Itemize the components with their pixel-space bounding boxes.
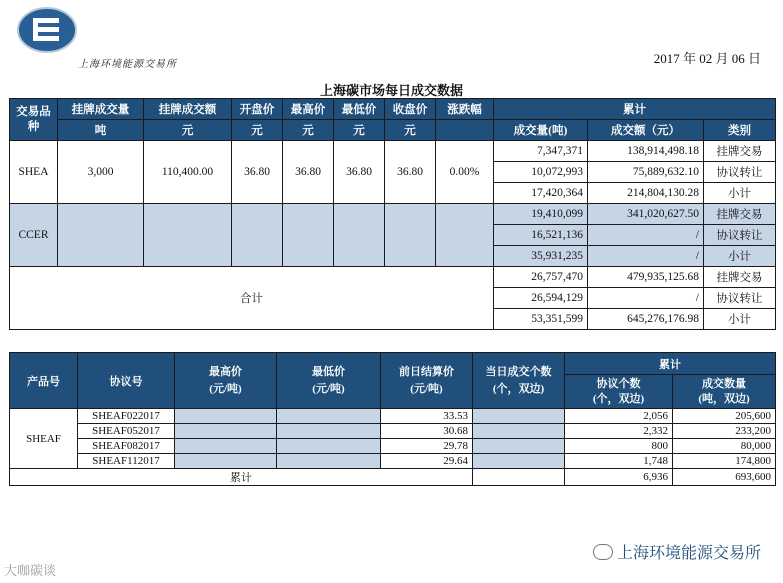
shea-listed-volume: 3,000 xyxy=(58,141,144,204)
unit-low: 元 xyxy=(334,120,385,141)
header-deals-unit: (个，双边) xyxy=(492,382,545,395)
page-title: 上海碳市场每日成交数据 xyxy=(319,83,463,98)
header-change: 涨跌幅 xyxy=(436,99,494,120)
cum-amount: 214,804,130.28 xyxy=(588,183,704,204)
exchange-logo xyxy=(16,6,78,56)
header-deals xyxy=(473,353,565,409)
header-high-unit: (元/吨) xyxy=(209,382,242,395)
total-label: 累计 xyxy=(10,469,473,486)
cum-type: 协议转让 xyxy=(704,288,776,309)
cum-volume: 35,931,235 xyxy=(494,246,588,267)
cum-volume: 10,072,993 xyxy=(494,162,588,183)
cum-type: 协议转让 xyxy=(704,225,776,246)
header-cum-qty-label: 成交数量 xyxy=(702,377,746,390)
logo-text: 上海环境能源交易所 xyxy=(78,59,177,70)
shea-high: 36.80 xyxy=(283,141,334,204)
cum-count: 1,748 xyxy=(565,454,673,469)
cum-qty: 80,000 xyxy=(673,439,776,454)
report-date: 2017 年 02 月 06 日 xyxy=(653,51,761,66)
cum-amount: 75,889,632.10 xyxy=(588,162,704,183)
shea-change: 0.00% xyxy=(436,141,494,204)
settle-price: 33.53 xyxy=(381,409,473,424)
unit-high: 元 xyxy=(283,120,334,141)
header-cum-count xyxy=(565,375,673,409)
ccer-low xyxy=(334,204,385,267)
cum-volume: 26,757,470 xyxy=(494,267,588,288)
header-product: 产品号 xyxy=(10,353,78,409)
contract-id: SHEAF082017 xyxy=(78,439,175,454)
header-cumulative: 累计 xyxy=(565,353,776,375)
header-cum-amount: 成交额（元） xyxy=(588,120,704,141)
high-price xyxy=(175,454,277,469)
low-price xyxy=(277,454,381,469)
contract-id: SHEAF112017 xyxy=(78,454,175,469)
futures-contract-table xyxy=(9,352,776,486)
cum-type: 挂牌交易 xyxy=(704,204,776,225)
cum-count: 2,056 xyxy=(565,409,673,424)
header-variety: 交易品种 xyxy=(10,99,58,141)
header-low: 最低价 xyxy=(334,99,385,120)
cum-amount: 645,276,176.98 xyxy=(588,309,704,330)
cum-volume: 17,420,364 xyxy=(494,183,588,204)
ccer-listed-amount xyxy=(144,204,232,267)
header-cum-count-unit: (个，双边) xyxy=(592,392,645,405)
total-cum-count: 6,936 xyxy=(565,469,673,486)
deal-count xyxy=(473,454,565,469)
cum-amount: 341,020,627.50 xyxy=(588,204,704,225)
unit-close: 元 xyxy=(385,120,436,141)
cum-amount: / xyxy=(588,288,704,309)
shea-low: 36.80 xyxy=(334,141,385,204)
wechat-account xyxy=(593,540,761,563)
header-cum-volume: 成交量(吨) xyxy=(494,120,588,141)
ccer-high xyxy=(283,204,334,267)
header-contract: 协议号 xyxy=(78,353,175,409)
cum-amount: / xyxy=(588,225,704,246)
low-price xyxy=(277,409,381,424)
cum-volume: 7,347,371 xyxy=(494,141,588,162)
low-price xyxy=(277,439,381,454)
shea-close: 36.80 xyxy=(385,141,436,204)
table-row xyxy=(10,204,776,225)
cum-volume: 19,410,099 xyxy=(494,204,588,225)
unit-open: 元 xyxy=(232,120,283,141)
header-high: 最高价 xyxy=(283,99,334,120)
ccer-listed-volume xyxy=(58,204,144,267)
header-cum-count-label: 协议个数 xyxy=(596,377,641,390)
high-price xyxy=(175,424,277,439)
cum-qty: 233,200 xyxy=(673,424,776,439)
unit-change xyxy=(436,120,494,141)
high-price xyxy=(175,439,277,454)
cum-type: 协议转让 xyxy=(704,162,776,183)
cum-type: 小计 xyxy=(704,246,776,267)
shea-listed-amount: 110,400.00 xyxy=(144,141,232,204)
header-close: 收盘价 xyxy=(385,99,436,120)
cum-count: 2,332 xyxy=(565,424,673,439)
cum-amount: 479,935,125.68 xyxy=(588,267,704,288)
header-listed-amount: 挂牌成交额 xyxy=(144,99,232,120)
header-cum-qty-unit: (吨，双边) xyxy=(698,392,750,405)
ccer-close xyxy=(385,204,436,267)
settle-price: 29.64 xyxy=(381,454,473,469)
cum-volume: 16,521,136 xyxy=(494,225,588,246)
table-row xyxy=(10,469,776,486)
unit-volume: 吨 xyxy=(58,120,144,141)
header-low xyxy=(277,353,381,409)
cum-count: 800 xyxy=(565,439,673,454)
variety-shea: SHEA xyxy=(10,141,58,204)
header-high xyxy=(175,353,277,409)
table-row xyxy=(10,439,776,454)
variety-ccer: CCER xyxy=(10,204,58,267)
table-row xyxy=(10,409,776,424)
daily-trading-table xyxy=(9,98,776,330)
header-high-label: 最高价 xyxy=(209,365,242,378)
header-cum-qty xyxy=(673,375,776,409)
header-deals-label: 当日成交个数 xyxy=(485,365,552,378)
wechat-icon xyxy=(593,544,613,560)
header-settle xyxy=(381,353,473,409)
total-cum-qty: 693,600 xyxy=(673,469,776,486)
cum-qty: 174,800 xyxy=(673,454,776,469)
cum-amount: 138,914,498.18 xyxy=(588,141,704,162)
shea-open: 36.80 xyxy=(232,141,283,204)
high-price xyxy=(175,409,277,424)
cum-type: 小计 xyxy=(704,309,776,330)
header-settle-label: 前日结算价 xyxy=(399,365,454,378)
low-price xyxy=(277,424,381,439)
table-row xyxy=(10,424,776,439)
deal-count xyxy=(473,409,565,424)
header-cum-type: 类别 xyxy=(704,120,776,141)
deal-count xyxy=(473,424,565,439)
wechat-account-name: 上海环境能源交易所 xyxy=(616,543,761,562)
table-row xyxy=(10,454,776,469)
cum-volume: 53,351,599 xyxy=(494,309,588,330)
header-cumulative: 累计 xyxy=(494,99,776,120)
header-settle-unit: (元/吨) xyxy=(410,382,443,395)
contract-id: SHEAF022017 xyxy=(78,409,175,424)
cum-amount: / xyxy=(588,246,704,267)
total-deal-count xyxy=(473,469,565,486)
cum-volume: 26,594,129 xyxy=(494,288,588,309)
settle-price: 29.78 xyxy=(381,439,473,454)
header-listed-volume: 挂牌成交量 xyxy=(58,99,144,120)
cum-type: 挂牌交易 xyxy=(704,141,776,162)
cum-qty: 205,600 xyxy=(673,409,776,424)
contract-id: SHEAF052017 xyxy=(78,424,175,439)
total-label: 合计 xyxy=(10,267,494,330)
header-open: 开盘价 xyxy=(232,99,283,120)
ccer-change xyxy=(436,204,494,267)
cum-type: 挂牌交易 xyxy=(704,267,776,288)
unit-amount: 元 xyxy=(144,120,232,141)
watermark: 大咖碳谈 xyxy=(4,564,57,579)
header-low-unit: (元/吨) xyxy=(312,382,345,395)
table-row xyxy=(10,141,776,162)
cum-type: 小计 xyxy=(704,183,776,204)
table-row xyxy=(10,267,776,288)
settle-price: 30.68 xyxy=(381,424,473,439)
deal-count xyxy=(473,439,565,454)
ccer-open xyxy=(232,204,283,267)
product-sheaf: SHEAF xyxy=(10,409,78,469)
header-low-label: 最低价 xyxy=(312,365,345,378)
